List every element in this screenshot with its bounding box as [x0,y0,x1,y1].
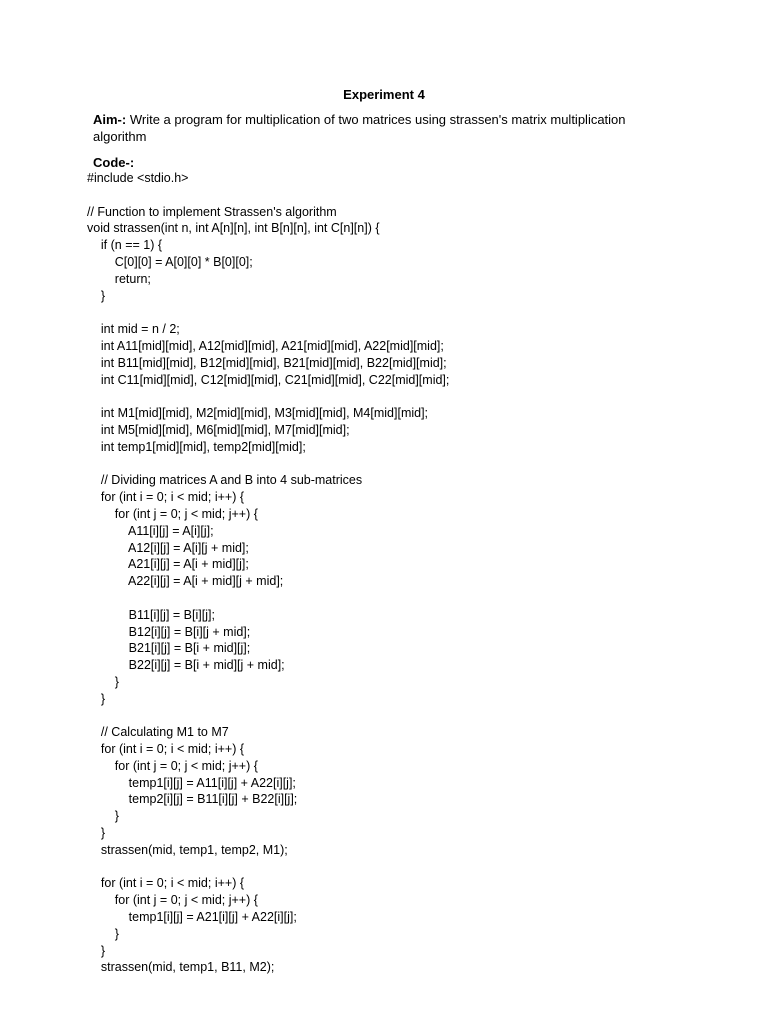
code-line: if (n == 1) { [87,238,163,253]
code-line: } [87,926,119,941]
code-line: // Function to implement Strassen's algorithm [87,204,337,219]
code-line: int C11[mid][mid], C12[mid][mid], C21[mid][mid], C22[mid][mid]; [87,372,450,387]
code-line [87,388,707,405]
code-line: strassen(mid, temp1, B11, M2); [87,960,275,975]
code-line: return; [87,271,151,286]
aim-text: Write a program for multiplication of two matrices using strassen's matrix multiplication algorithm [93,112,626,144]
code-line [87,304,707,321]
code-line: } [87,288,106,303]
code-line: for (int j = 0; j < mid; j++) { [87,758,258,773]
code-line: for (int i = 0; i < mid; i++) { [87,742,245,757]
code-line: temp2[i][j] = B11[i][j] + B22[i][j]; [87,792,298,807]
code-line [87,708,707,725]
code-line: B12[i][j] = B[i][j + mid]; [87,624,251,639]
code-line: #include <stdio.h> [87,171,189,185]
code-line: temp1[i][j] = A21[i][j] + A22[i][j]; [87,910,297,925]
code-line: B22[i][j] = B[i + mid][j + mid]; [87,658,285,673]
code-line: } [87,943,106,958]
code-line: void strassen(int n, int A[n][n], int B[n][n], int C[n][n]) { [87,221,380,236]
code-line: for (int i = 0; i < mid; i++) { [87,876,245,891]
code-line: } [87,826,106,841]
aim-paragraph [93,111,653,145]
code-line: B11[i][j] = B[i][j]; [87,607,215,622]
code-line: A12[i][j] = A[i][j + mid]; [87,540,249,555]
code-line [87,859,707,876]
code-line: int M5[mid][mid], M6[mid][mid], M7[mid][mid]; [87,422,350,437]
code-line: for (int i = 0; i < mid; i++) { [87,490,245,505]
code-line: // Dividing matrices A and B into 4 sub-matrices [87,473,363,488]
code-line: strassen(mid, temp1, temp2, M1); [87,842,288,857]
code-line: } [87,691,106,706]
code-line: int M1[mid][mid], M2[mid][mid], M3[mid][mid], M4[mid][mid]; [87,406,429,421]
code-line: int B11[mid][mid], B12[mid][mid], B21[mid][mid], B22[mid][mid]; [87,355,447,370]
code-line: C[0][0] = A[0][0] * B[0][0]; [87,254,253,269]
code-line [87,590,707,607]
document-title: Experiment 4 [343,87,425,102]
code-line: } [87,809,119,824]
code-heading: Code-: [93,155,135,170]
code-line [87,456,707,473]
code-block [87,170,707,976]
code-line: } [87,674,119,689]
code-line: temp1[i][j] = A11[i][j] + A22[i][j]; [87,775,296,790]
aim-label: Aim-: [93,112,127,127]
code-line: A22[i][j] = A[i + mid][j + mid]; [87,574,284,589]
code-line: for (int j = 0; j < mid; j++) { [87,893,258,908]
code-line: B21[i][j] = B[i + mid][j]; [87,641,251,656]
code-line: A21[i][j] = A[i + mid][j]; [87,557,249,572]
code-line: int A11[mid][mid], A12[mid][mid], A21[mid][mid], A22[mid][mid]; [87,338,444,353]
code-line: int temp1[mid][mid], temp2[mid][mid]; [87,439,306,454]
code-line: // Calculating M1 to M7 [87,725,229,740]
code-line: for (int j = 0; j < mid; j++) { [87,506,258,521]
code-line: int mid = n / 2; [87,322,180,337]
code-line [87,187,707,204]
code-line: A11[i][j] = A[i][j]; [87,523,214,538]
